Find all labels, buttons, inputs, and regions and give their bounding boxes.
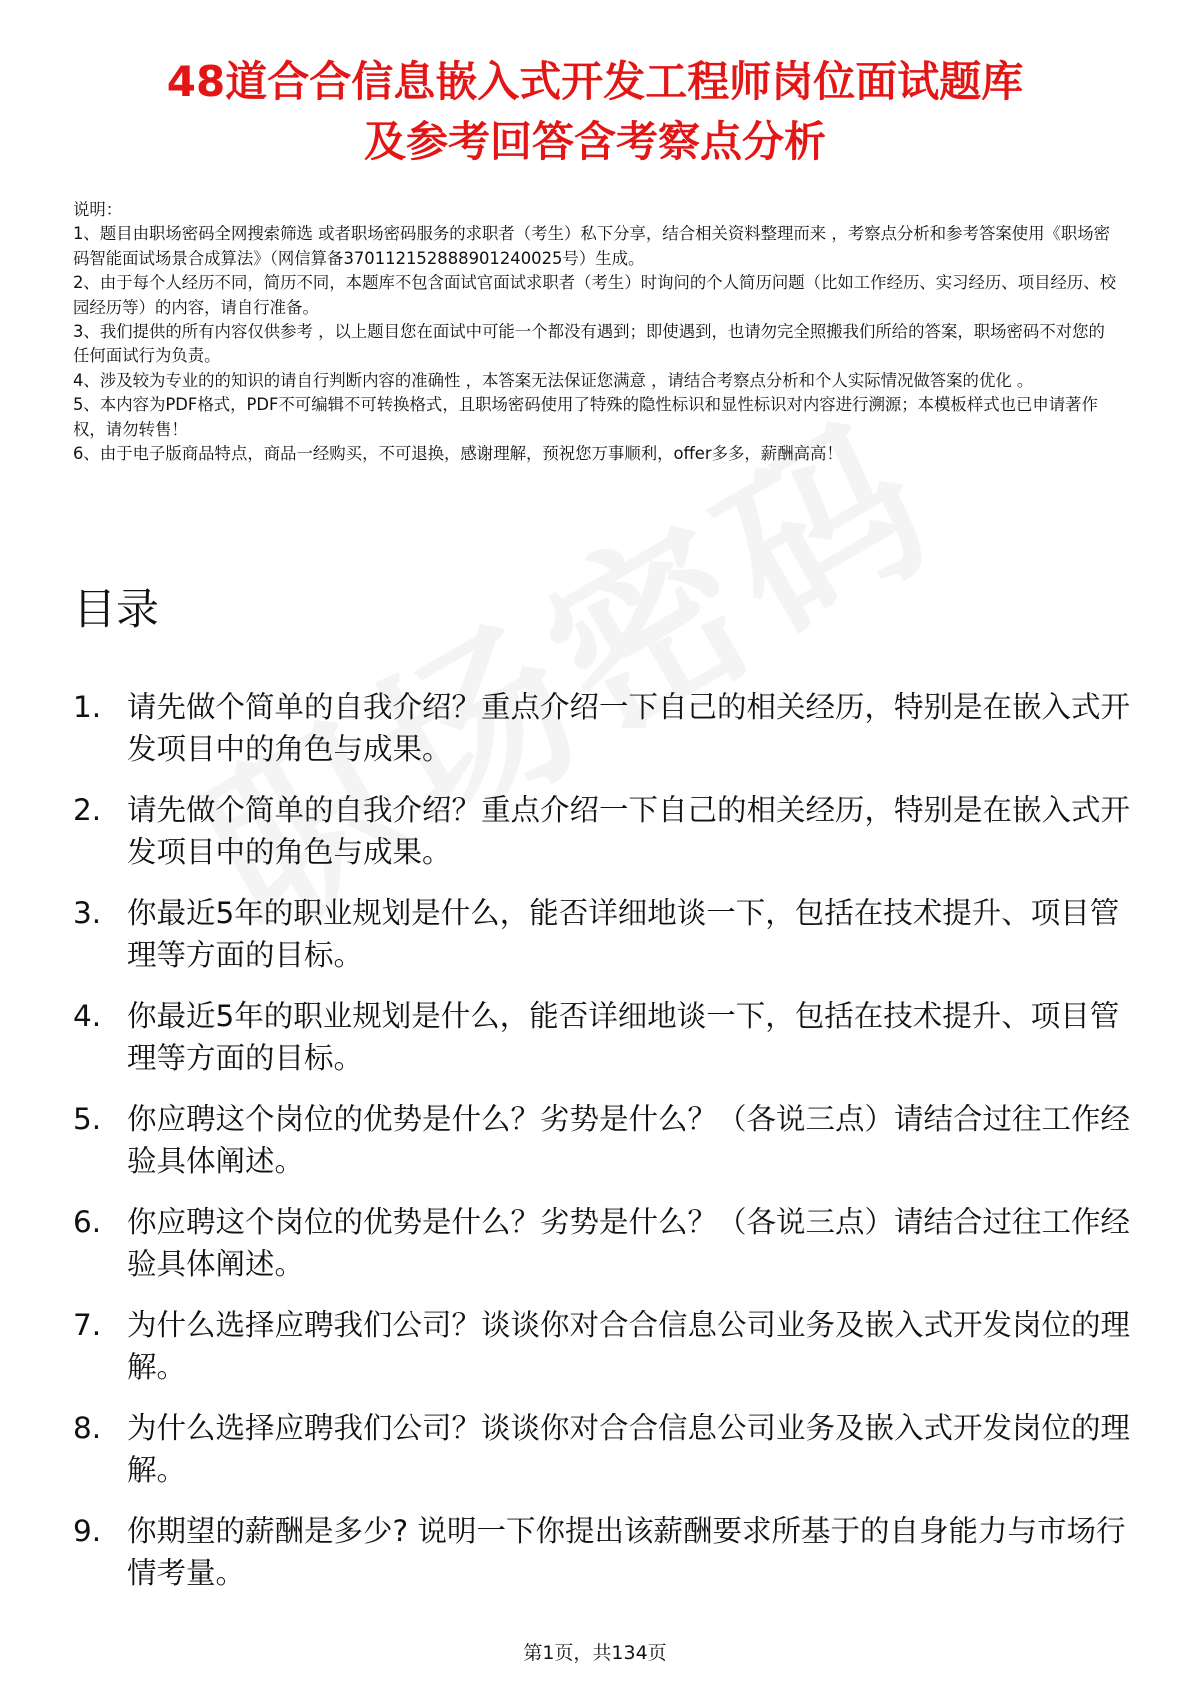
note-item: 5、本内容为PDF格式，PDF不可编辑不可转换格式，且职场密码使用了特殊的隐性标识和显性标识对内容进行溯源；本模板样式也已申请著作权，请勿转售！ [73, 395, 1098, 439]
notes-section [73, 198, 1118, 466]
toc-item[interactable] [73, 1304, 1133, 1388]
toc-item-text: 为什么选择应聘我们公司？谈谈你对合合信息公司业务及嵌入式开发岗位的理解。 [127, 1308, 1131, 1384]
toc-item[interactable] [73, 1098, 1133, 1182]
toc-item-text: 你应聘这个岗位的优势是什么？劣势是什么？（各说三点）请结合过往工作经验具体阐述。 [127, 1102, 1131, 1178]
toc-item-number: 2. [73, 793, 102, 827]
note-item: 3、我们提供的所有内容仅供参考 ，以上题目您在面试中可能一个都没有遇到；即使遇到，也请勿完全照搬我们所给的答案，职场密码不对您的任何面试行为负责。 [73, 322, 1105, 366]
toc-item[interactable] [73, 789, 1133, 873]
toc-item[interactable] [73, 1407, 1133, 1491]
toc-item-number: 7. [73, 1308, 102, 1342]
notes-heading: 说明： [73, 200, 123, 219]
toc-item-text: 你期望的薪酬是多少? 说明一下你提出该薪酬要求所基于的自身能力与市场行情考量。 [127, 1514, 1126, 1590]
toc-item[interactable] [73, 1201, 1133, 1285]
toc-item-number: 6. [73, 1205, 102, 1239]
note-item: 4、涉及较为专业的的知识的请自行判断内容的准确性 ，本答案无法保证您满意 ，请结合考察点分析和个人实际情况做答案的优化 。 [73, 370, 1034, 390]
toc-item-number: 1. [73, 690, 102, 724]
toc-item-number: 3. [73, 896, 102, 930]
toc-item-text: 你应聘这个岗位的优势是什么？劣势是什么？（各说三点）请结合过往工作经验具体阐述。 [127, 1205, 1131, 1281]
toc-item-number: 8. [73, 1411, 102, 1445]
note-item: 6、由于电子版商品特点，商品一经购买，不可退换，感谢理解，预祝您万事顺利，offer多多，薪酬高高！ [73, 444, 843, 464]
toc-item[interactable] [73, 1510, 1133, 1594]
toc-item-text: 请先做个简单的自我介绍？重点介绍一下自己的相关经历，特别是在嵌入式开发项目中的角色与成果。 [127, 793, 1131, 869]
toc-item-text: 为什么选择应聘我们公司？谈谈你对合合信息公司业务及嵌入式开发岗位的理解。 [127, 1411, 1131, 1487]
title-line-1: 48道合合信息嵌入式开发工程师岗位面试题库 [166, 57, 1024, 106]
note-item: 1、题目由职场密码全网搜索筛选 或者职场密码服务的求职者（考生）私下分享，结合相关资料整理而来 ，考察点分析和参考答案使用《职场密码智能面试场景合成算法》（网信算备370112152888901240025号）生成。 [73, 224, 1111, 268]
note-item: 2、由于每个人经历不同，简历不同，本题库不包含面试官面试求职者（考生）时询问的个人简历问题（比如工作经历、实习经历、项目经历、校园经历等）的内容，请自行准备。 [73, 273, 1117, 317]
toc-item[interactable] [73, 686, 1133, 770]
page-footer: 第1页，共134页 [523, 1642, 667, 1664]
toc-item-number: 5. [73, 1102, 102, 1136]
toc-item[interactable] [73, 995, 1133, 1079]
title-line-2: 及参考回答含考察点分析 [363, 117, 826, 166]
toc-item-number: 9. [73, 1514, 102, 1548]
toc-item-text: 你最近5年的职业规划是什么，能否详细地谈一下，包括在技术提升、项目管理等方面的目标。 [127, 896, 1120, 972]
document-title [60, 52, 1130, 172]
toc-heading: 目录 [73, 585, 159, 635]
toc-item-number: 4. [73, 999, 102, 1033]
toc-item-text: 请先做个简单的自我介绍？重点介绍一下自己的相关经历，特别是在嵌入式开发项目中的角色与成果。 [127, 690, 1131, 766]
toc-item[interactable] [73, 892, 1133, 976]
toc-list [73, 686, 1133, 1613]
toc-item-text: 你最近5年的职业规划是什么，能否详细地谈一下，包括在技术提升、项目管理等方面的目标。 [127, 999, 1120, 1075]
